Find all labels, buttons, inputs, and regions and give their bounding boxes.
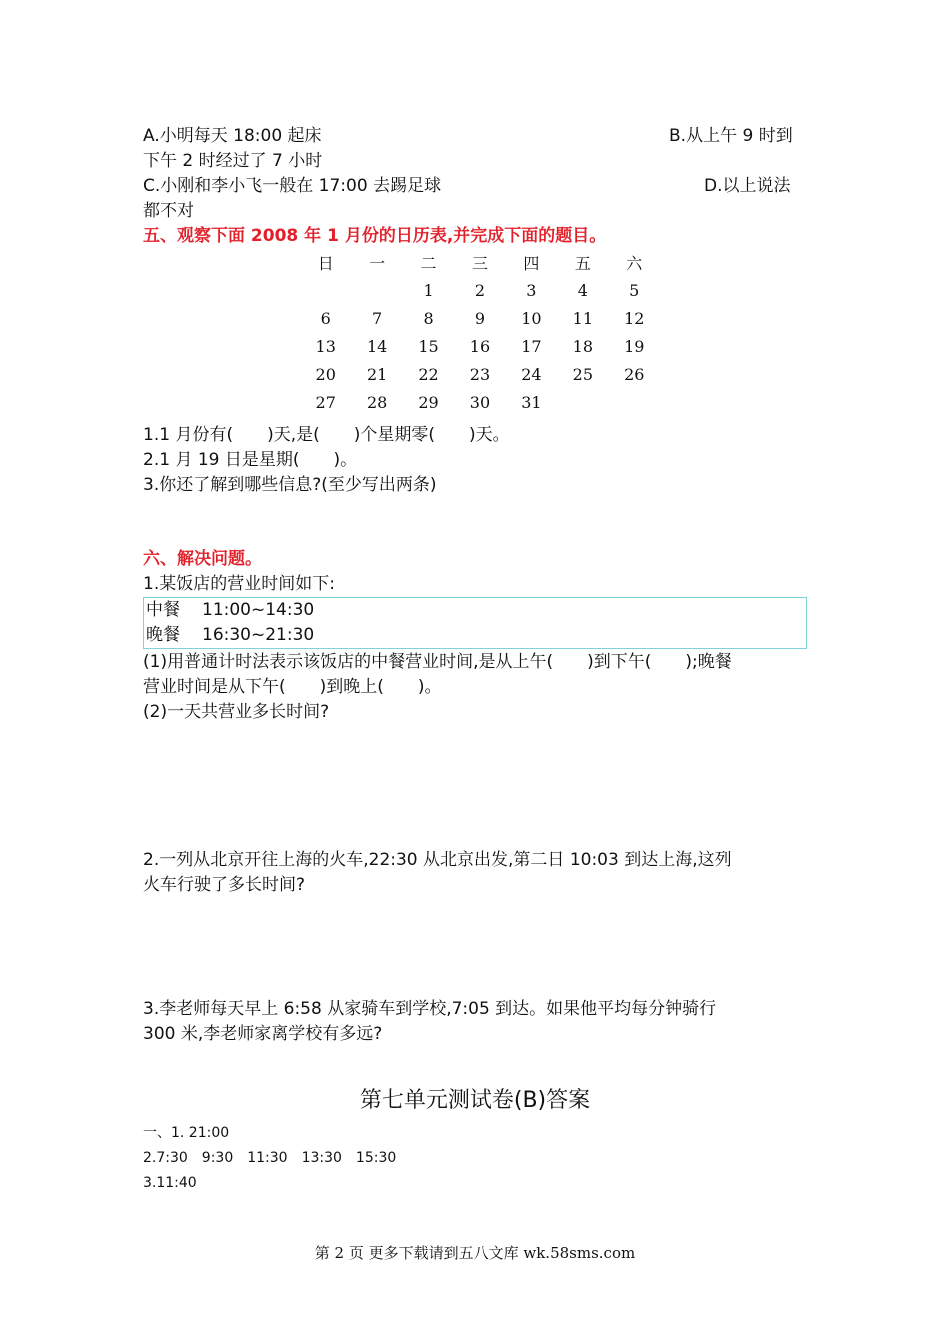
date-cell: 21 bbox=[366, 364, 388, 384]
calendar-table bbox=[300, 248, 660, 416]
section5-question-1: 1.1 月份有( )天,是( )个星期零( )天。 bbox=[143, 425, 510, 445]
option-d: D.以上说法 bbox=[704, 176, 791, 196]
weekday-cell: 二 bbox=[420, 253, 437, 273]
option-c: C.小刚和李小飞一般在 17:00 去踢足球 bbox=[143, 176, 442, 196]
date-cell: 4 bbox=[577, 280, 588, 300]
date-cell: 27 bbox=[315, 392, 336, 412]
lunch-time: 11:00~14:30 bbox=[202, 600, 315, 620]
date-cell: 16 bbox=[469, 336, 491, 356]
answer-line-1: 一、1. 21:00 bbox=[143, 1125, 230, 1141]
section6-question-2: 2.一列从北京开往上海的火车,22:30 从北京出发,第二日 10:03 到达上海,这列 bbox=[143, 850, 732, 870]
option-b-continued: 下午 2 时经过了 7 小时 bbox=[143, 151, 323, 171]
date-cell: 5 bbox=[629, 280, 640, 300]
dinner-hours-row bbox=[146, 623, 314, 648]
date-cell: 30 bbox=[469, 392, 491, 412]
date-cell: 28 bbox=[366, 392, 388, 412]
calendar-week-row bbox=[300, 332, 660, 360]
answer-line-2: 2.7:30 9:30 11:30 13:30 15:30 bbox=[143, 1150, 397, 1166]
lunch-hours-row bbox=[146, 598, 314, 623]
page-footer: 第 2 页 更多下载请到五八文库 wk.58sms.com bbox=[314, 1244, 636, 1262]
date-cell: 20 bbox=[315, 364, 336, 384]
date-cell: 18 bbox=[572, 336, 593, 356]
calendar-week-row bbox=[300, 360, 660, 388]
date-cell: 7 bbox=[372, 308, 383, 328]
calendar-weekday-row bbox=[300, 248, 660, 276]
date-cell: 2 bbox=[474, 280, 486, 300]
section6-question-3-continued: 300 米,李老师家离学校有多远? bbox=[143, 1024, 383, 1044]
dinner-time: 16:30~21:30 bbox=[202, 625, 315, 645]
calendar-week-row bbox=[300, 276, 660, 304]
date-cell: 6 bbox=[320, 308, 331, 328]
weekday-cell: 五 bbox=[574, 253, 591, 273]
answer-line-3: 3.11:40 bbox=[143, 1175, 197, 1191]
calendar-week-row bbox=[300, 304, 660, 332]
date-cell: 9 bbox=[474, 308, 486, 328]
date-cell: 24 bbox=[521, 364, 542, 384]
option-d-continued: 都不对 bbox=[143, 201, 194, 221]
section6-question-1-part1: (1)用普通计时法表示该饭店的中餐营业时间,是从上午( )到下午( );晚餐 bbox=[143, 652, 732, 672]
date-cell: 8 bbox=[423, 308, 434, 328]
date-cell: 15 bbox=[418, 336, 439, 356]
section6-question-1-intro: 1.某饭店的营业时间如下: bbox=[143, 574, 335, 594]
section6-question-2-continued: 火车行驶了多长时间? bbox=[143, 875, 306, 895]
date-cell: 14 bbox=[366, 336, 388, 356]
date-cell: 29 bbox=[418, 392, 439, 412]
date-cell: 3 bbox=[526, 280, 537, 300]
section6-question-1-part2: (2)一天共营业多长时间? bbox=[143, 702, 330, 722]
date-cell: 11 bbox=[572, 308, 593, 328]
weekday-cell: 日 bbox=[317, 253, 334, 273]
section5-question-2: 2.1 月 19 日是星期( )。 bbox=[143, 450, 358, 470]
dinner-label: 晚餐 bbox=[146, 625, 180, 645]
date-cell: 23 bbox=[469, 364, 491, 384]
date-cell: 31 bbox=[521, 392, 542, 412]
calendar-week-row bbox=[300, 388, 660, 416]
date-cell: 13 bbox=[315, 336, 336, 356]
section6-question-1-part1-continued: 营业时间是从下午( )到晚上( )。 bbox=[143, 677, 442, 697]
weekday-cell: 四 bbox=[523, 253, 540, 273]
date-cell: 12 bbox=[624, 308, 645, 328]
lunch-label: 中餐 bbox=[146, 600, 180, 620]
section5-heading: 五、观察下面 2008 年 1 月份的日历表,并完成下面的题目。 bbox=[143, 226, 607, 246]
weekday-cell: 一 bbox=[369, 253, 386, 273]
date-cell: 1 bbox=[423, 280, 434, 300]
option-a: A.小明每天 18:00 起床 bbox=[143, 126, 322, 146]
section6-heading: 六、解决问题。 bbox=[143, 549, 262, 569]
option-b: B.从上午 9 时到 bbox=[669, 126, 793, 146]
date-cell: 26 bbox=[624, 364, 645, 384]
date-cell: 25 bbox=[572, 364, 593, 384]
section6-question-3: 3.李老师每天早上 6:58 从家骑车到学校,7:05 到达。如果他平均每分钟骑行 bbox=[143, 999, 717, 1019]
date-cell: 19 bbox=[624, 336, 645, 356]
date-cell: 22 bbox=[418, 364, 439, 384]
date-cell: 10 bbox=[521, 308, 542, 328]
weekday-cell: 三 bbox=[471, 253, 488, 273]
answers-title: 第七单元测试卷(B)答案 bbox=[359, 1088, 591, 1113]
business-hours-box bbox=[143, 597, 807, 649]
date-cell: 17 bbox=[521, 336, 542, 356]
weekday-cell: 六 bbox=[626, 253, 643, 273]
section5-question-3: 3.你还了解到哪些信息?(至少写出两条) bbox=[143, 475, 437, 495]
